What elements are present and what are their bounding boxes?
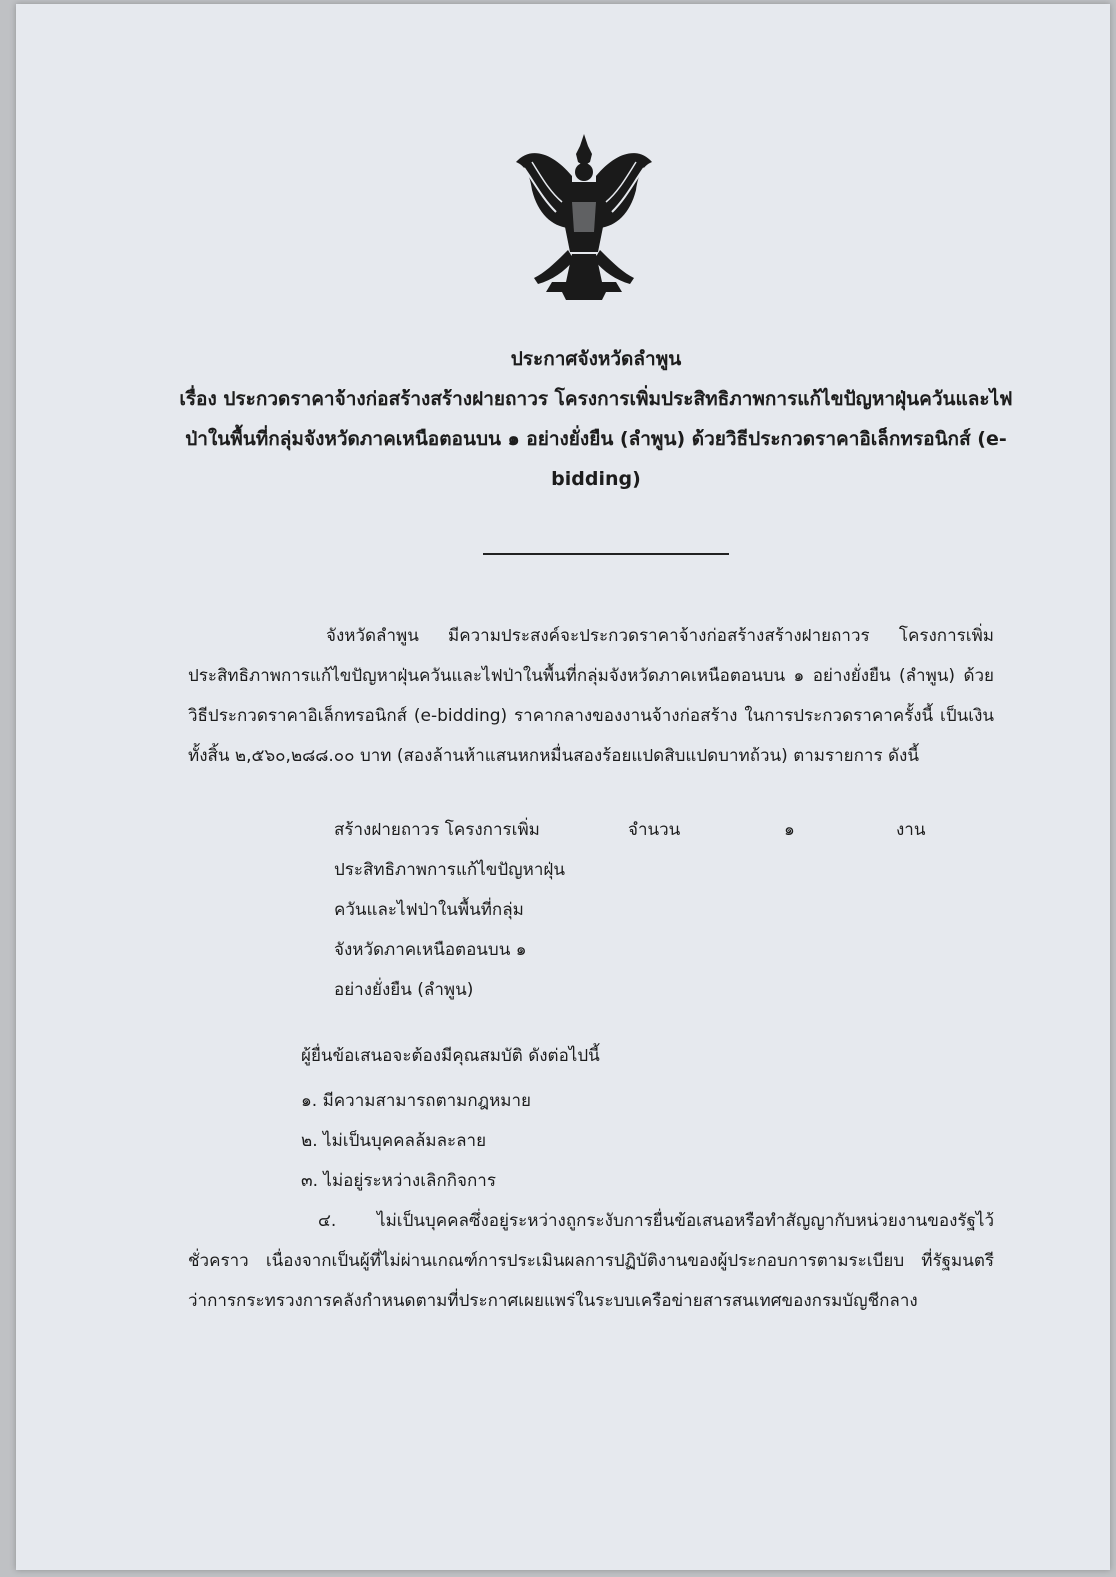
item-qty-label: จำนวน xyxy=(628,820,681,840)
item-desc-line: อย่างยั่งยืน (ลำพูน) xyxy=(334,980,474,1000)
document-page xyxy=(16,4,1110,1570)
qualification-item: ๒. ไม่เป็นบุคคลล้มละลาย xyxy=(301,1131,487,1151)
intro-text: จังหวัดลำพูน มีความประสงค์จะประกวดราคาจ้างก่อสร้างสร้างฝายถาวร โครงการเพิ่มประสิทธิภาพการแก้ไขปัญหาฝุ่นควันและไฟป่าในพื้นที่กลุ่มจังหวัดภาคเหนือตอนบน ๑ อย่างยั่งยืน (ลำพูน) ด้วยวิธีประกวดราคาอิเล็กทรอนิกส์ (e-bidding) ราคากลางของงานจ้างก่อสร้าง ในการประกวดราคาครั้งนี้ เป็นเงินทั้งสิ้น ๒,๕๖๐,๒๘๘.๐๐ บาท (สองล้านห้าแสนหกหมื่นสองร้อยแปดสิบแปดบาทถ้วน) ตามรายการ ดังนี้ xyxy=(188,626,994,766)
item-unit: งาน xyxy=(896,820,926,840)
announcement-title xyxy=(176,339,1016,499)
subject-line-2: ป่าในพื้นที่กลุ่มจังหวัดภาคเหนือตอนบน ๑ อย่างยั่งยืน (ลำพูน) ด้วยวิธีประกวดราคาอิเล็กทรอนิกส์ (e- xyxy=(185,428,1007,450)
divider-line xyxy=(483,553,729,555)
qualification-item: ๓. ไม่อยู่ระหว่างเลิกกิจการ xyxy=(301,1171,496,1191)
qualification-item: ๑. มีความสามารถตามกฎหมาย xyxy=(301,1091,531,1111)
item-desc-line: จังหวัดภาคเหนือตอนบน ๑ xyxy=(334,940,527,960)
qualification-4-text: ๔. ไม่เป็นบุคคลซึ่งอยู่ระหว่างถูกระงับการยื่นข้อเสนอหรือทำสัญญากับหน่วยงานของรัฐไว้ชั่วคราว เนื่องจากเป็นผู้ที่ไม่ผ่านเกณฑ์การประเมินผลการปฏิบัติงานของผู้ประกอบการตามระเบียบ ที่รัฐมนตรีว่าการกระทรวงการคลังกำหนดตามที่ประกาศเผยแพร่ในระบบเครือข่ายสารสนเทศของกรมบัญชีกลาง xyxy=(188,1211,994,1311)
subject-line-3: bidding) xyxy=(551,468,641,490)
intro-paragraph xyxy=(188,616,994,776)
issuer-heading: ประกาศจังหวัดลำพูน xyxy=(510,348,682,370)
item-desc-line: ประสิทธิภาพการแก้ไขปัญหาฝุ่น xyxy=(334,860,565,880)
item-desc-line: ควันและไฟป่าในพื้นที่กลุ่ม xyxy=(334,900,524,920)
qualifications-heading: ผู้ยื่นข้อเสนอจะต้องมีคุณสมบัติ ดังต่อไปนี้ xyxy=(301,1046,600,1066)
subject-line-1: เรื่อง ประกวดราคาจ้างก่อสร้างสร้างฝายถาวร โครงการเพิ่มประสิทธิภาพการแก้ไขปัญหาฝุ่นควันและไฟ xyxy=(179,388,1013,410)
item-qty: ๑ xyxy=(784,820,795,840)
qualifications-list xyxy=(301,1081,531,1201)
qualification-item-4 xyxy=(188,1201,994,1321)
item-description xyxy=(334,810,604,1010)
item-desc-line: สร้างฝายถาวร โครงการเพิ่ม xyxy=(334,820,540,840)
garuda-emblem-icon xyxy=(512,132,656,304)
